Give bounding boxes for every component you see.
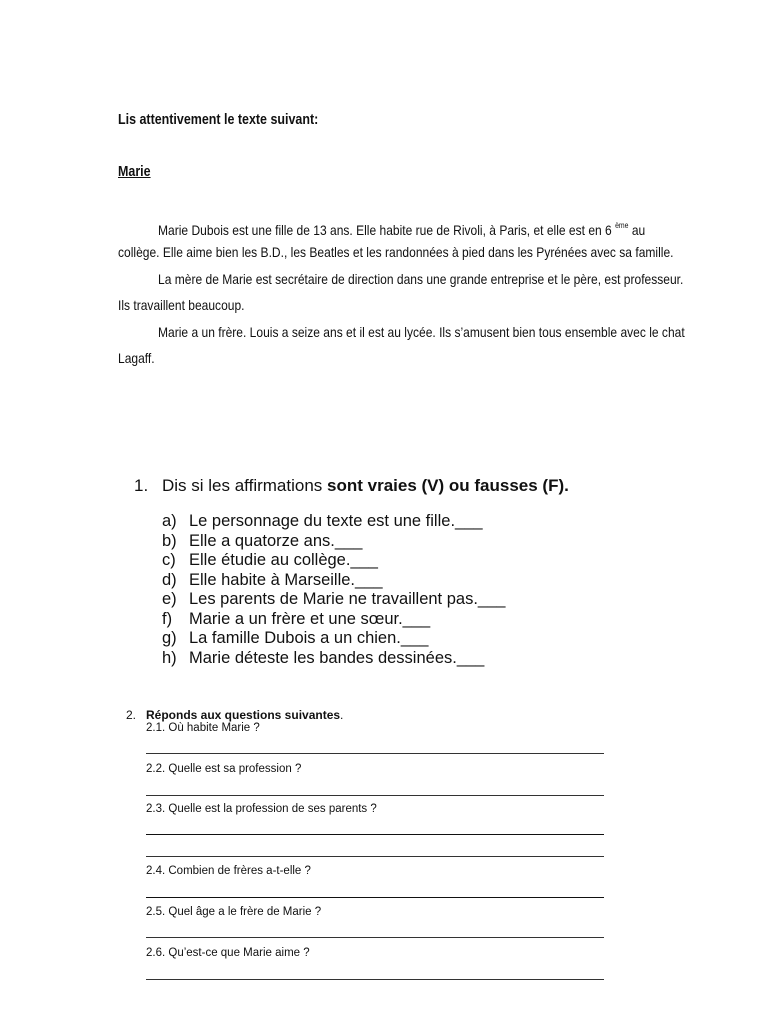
statement-text: Elle étudie au collège.___: [189, 551, 378, 569]
question-label: 2.5. Quel âge a le frère de Marie ?: [146, 906, 322, 918]
story-line: Marie a un frère. Louis a seize ans et il est au lycée. Ils s’amusent bien tous ensemble avec le chat: [158, 324, 685, 340]
answer-line[interactable]: [146, 856, 604, 857]
statement-item: [162, 629, 505, 649]
statement-text: Le personnage du texte est une fille.___: [189, 512, 483, 530]
exercise2-title: Réponds aux questions suivantes: [146, 708, 341, 722]
statement-text: Elle habite à Marseille.___: [189, 570, 383, 589]
question-label: 2.4. Combien de frères a-t-elle ?: [146, 865, 311, 877]
statement-letter: c): [162, 551, 176, 569]
answer-line[interactable]: [146, 753, 604, 754]
statement-letter: h): [162, 648, 177, 667]
statement-text: Marie a un frère et une sœur.___: [189, 609, 431, 628]
story-line: collège. Elle aime bien les B.D., les Beatles et les randonnées à pied dans les Pyrénées avec sa famille.: [118, 244, 674, 260]
exercise2-title-suffix: .: [340, 708, 344, 722]
ordinal-superscript: ème: [615, 221, 629, 230]
instruction-heading: Lis attentivement le texte suivant:: [118, 112, 319, 128]
story-line: Lagaff.: [118, 350, 155, 366]
answer-line[interactable]: [146, 937, 604, 938]
answer-line[interactable]: [146, 897, 604, 898]
exercise2-heading: [126, 708, 343, 722]
story-text-segment: au: [631, 222, 646, 238]
exercise1-number: 1.: [134, 476, 149, 495]
statement-letter: a): [162, 512, 177, 530]
story-title: Marie: [118, 164, 151, 180]
statement-item: [162, 512, 505, 532]
answer-line[interactable]: [146, 979, 604, 980]
statement-text: La famille Dubois a un chien.___: [189, 629, 429, 647]
story-line: [158, 218, 645, 238]
question-label: 2.2. Quelle est sa profession ?: [146, 763, 302, 775]
answer-line[interactable]: [146, 834, 604, 835]
question-label: 2.6. Qu’est-ce que Marie aime ?: [146, 947, 310, 959]
statement-item: [162, 610, 505, 630]
exercise1-title-plain: Dis si les affirmations: [162, 476, 328, 495]
statement-letter: g): [162, 629, 177, 647]
story-line: Ils travaillent beaucoup.: [118, 297, 245, 313]
exercise1-title-bold: sont vraies (V) ou fausses (F).: [327, 476, 569, 495]
true-false-list: [162, 512, 505, 668]
exercise1-heading: [134, 476, 569, 496]
answer-line[interactable]: [146, 795, 604, 796]
statement-item: [162, 551, 505, 571]
statement-letter: f): [162, 609, 173, 628]
statement-text: Elle a quatorze ans.___: [189, 531, 363, 550]
question-label: 2.3. Quelle est la profession de ses parents ?: [146, 803, 377, 815]
story-line: La mère de Marie est secrétaire de direction dans une grande entreprise et le père, est professeur.: [158, 271, 684, 287]
statement-item: [162, 590, 505, 610]
statement-letter: b): [162, 531, 177, 550]
statement-letter: e): [162, 590, 177, 608]
story-text-segment: Marie Dubois est une fille de 13 ans. Elle habite rue de Rivoli, à Paris, et elle est en 6: [158, 222, 612, 238]
statement-letter: d): [162, 570, 177, 589]
statement-text: Marie déteste les bandes dessinées.___: [189, 648, 485, 667]
question-label: 2.1. Où habite Marie ?: [146, 722, 260, 734]
statement-item: [162, 532, 505, 552]
exercise2-number: 2.: [126, 708, 137, 722]
statement-item: [162, 649, 505, 669]
statement-text: Les parents de Marie ne travaillent pas.___: [189, 590, 506, 608]
statement-item: [162, 571, 505, 591]
